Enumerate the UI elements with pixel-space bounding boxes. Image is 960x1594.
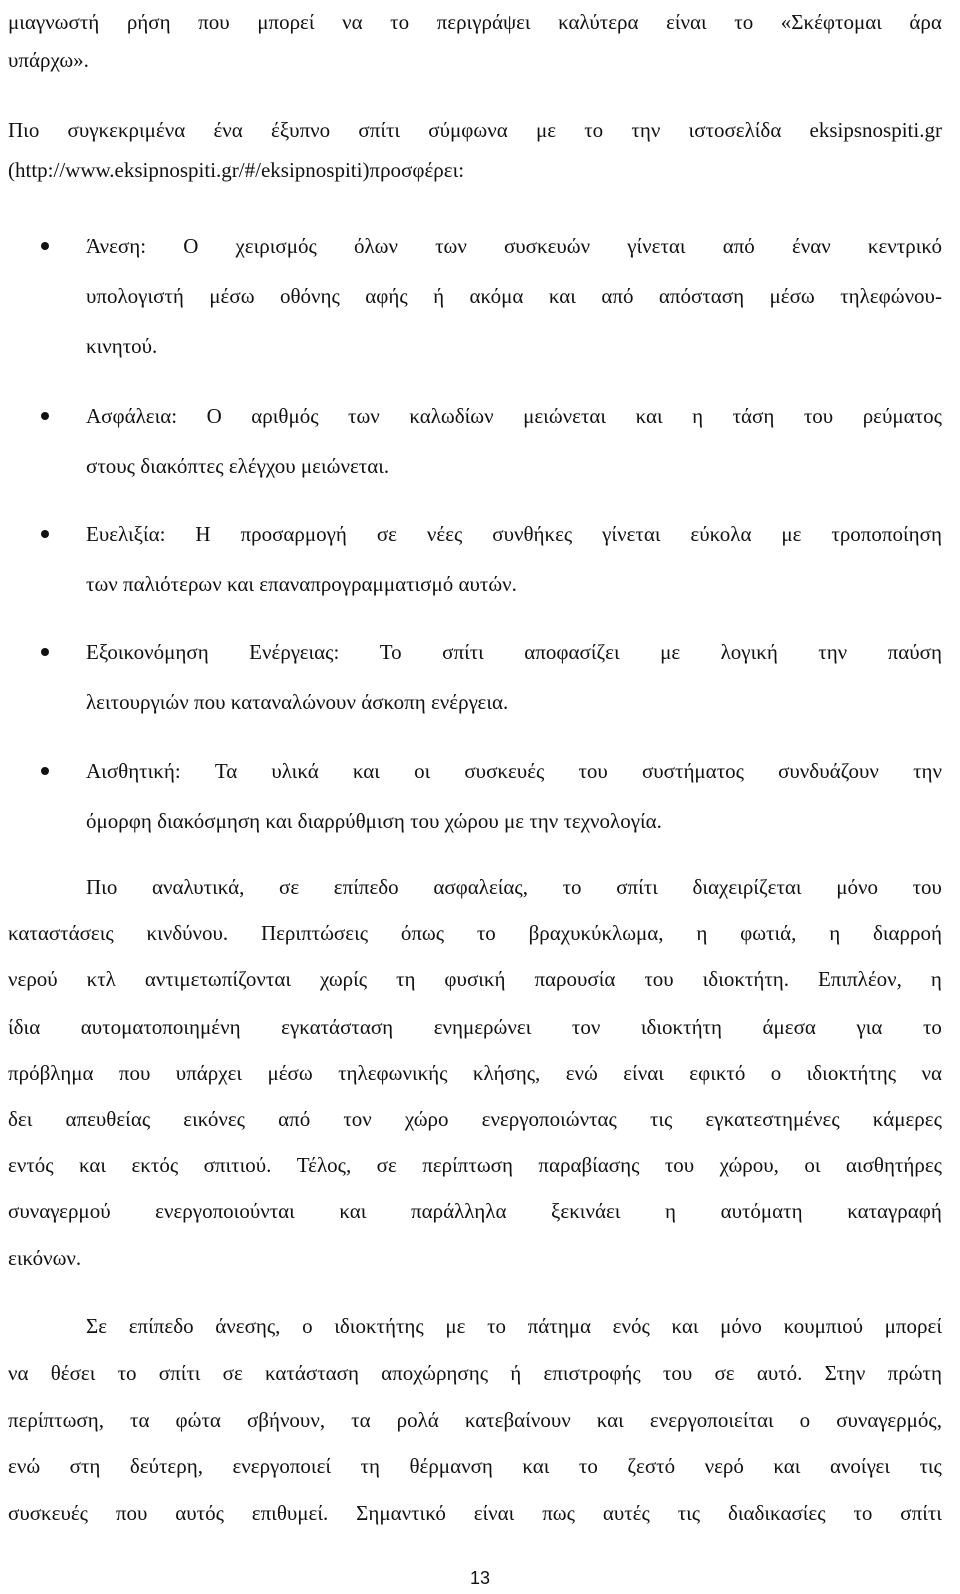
text-line — [86, 233, 942, 259]
word: αυτές — [602, 1501, 650, 1525]
bullet-icon — [41, 767, 49, 775]
word: και — [635, 404, 663, 428]
word: ιδιοκτήτης — [334, 1314, 424, 1338]
word: του — [644, 967, 674, 991]
text-line — [8, 1360, 942, 1386]
word: άνεσης, — [215, 1314, 281, 1338]
text-line — [8, 117, 942, 143]
word: νερού — [8, 967, 58, 991]
word: εφικτό — [689, 1061, 746, 1085]
word: ίδια — [8, 1015, 41, 1039]
word: σε — [279, 875, 300, 899]
word: τηλεφωνικής — [338, 1061, 448, 1085]
word: εικόνες — [183, 1107, 245, 1131]
word: μπορεί — [257, 10, 315, 34]
word: εγκατάσταση — [281, 1015, 394, 1039]
word: αριθμός — [251, 404, 319, 428]
word: αντιμετωπίζονται — [144, 967, 291, 991]
word: Τα — [214, 759, 238, 783]
word: φυσική — [444, 967, 506, 991]
word: ο — [302, 1314, 313, 1338]
word: Το — [379, 640, 402, 664]
word: τον — [343, 1107, 372, 1131]
word: ιδιοκτήτη — [640, 1015, 722, 1039]
word: ενεργοποιείται — [649, 1408, 774, 1432]
word: δεύτερη, — [129, 1454, 203, 1478]
word: μέσω — [769, 284, 815, 308]
word: το — [578, 1454, 598, 1478]
word: τις — [649, 1107, 673, 1131]
word: βραχυκύκλωμα, — [528, 921, 664, 945]
word: γίνεται — [627, 234, 686, 258]
word: με — [660, 640, 681, 664]
word: κατεβαίνουν — [464, 1408, 571, 1432]
word: σε — [376, 1153, 397, 1177]
word: η — [692, 404, 704, 428]
word: από — [722, 234, 755, 258]
word: την — [818, 640, 848, 664]
word: φώτα — [175, 1408, 221, 1432]
word: υπάρχει — [175, 1061, 243, 1085]
word: αυτό. — [756, 1361, 803, 1385]
word: Επιπλέον, — [817, 967, 902, 991]
word: τα — [351, 1408, 371, 1432]
word: θέρμανση — [409, 1454, 493, 1478]
word: επιθυμεί. — [251, 1501, 329, 1525]
text-line: (http://www.eksipnospiti.gr/#/eksipnospiti)προσφέρει: — [8, 158, 465, 182]
word: σπίτι — [158, 1361, 201, 1385]
word: χειρισμός — [235, 234, 317, 258]
word: συσκευές — [8, 1501, 88, 1525]
word: Άνεση: — [86, 234, 147, 258]
word: μπορεί — [884, 1314, 942, 1338]
word: Στην — [824, 1361, 866, 1385]
word: που — [115, 1501, 148, 1525]
word: άρα — [909, 10, 942, 34]
word: αυτός — [175, 1501, 224, 1525]
word: Αισθητική: — [86, 759, 181, 783]
word: τροποποίηση — [831, 522, 942, 546]
text-line — [8, 966, 942, 992]
word: ή — [433, 284, 445, 308]
word: τάση — [732, 404, 775, 428]
word: από — [278, 1107, 311, 1131]
word: κάμερες — [872, 1107, 942, 1131]
word: ρεύματος — [862, 404, 942, 428]
word: επιστροφής — [543, 1361, 641, 1385]
word: μέσω — [209, 284, 255, 308]
text-line — [8, 1014, 942, 1040]
bullet-icon — [41, 412, 49, 420]
text-line — [8, 920, 942, 946]
word: παρουσία — [534, 967, 616, 991]
text-line — [86, 639, 942, 665]
word: κινδύνου. — [146, 921, 229, 945]
word: ρήση — [126, 10, 171, 34]
word: έξυπνο — [271, 118, 331, 142]
bullet-icon — [41, 242, 49, 250]
word: εγκατεστημένες — [705, 1107, 840, 1131]
word: χώρου, — [719, 1153, 779, 1177]
text-line: υπάρχω». — [8, 48, 89, 72]
word: αναλυτικά, — [151, 875, 245, 899]
word: πρώτη — [887, 1361, 942, 1385]
word: τη — [360, 1454, 380, 1478]
word: δει — [8, 1107, 33, 1131]
text-line — [8, 1060, 942, 1086]
word: και — [352, 759, 380, 783]
word: ανοίγει — [829, 1454, 890, 1478]
word: νερό — [704, 1454, 744, 1478]
word: τις — [919, 1454, 942, 1478]
word: συναγερμού — [8, 1199, 111, 1223]
word: χώρο — [404, 1107, 449, 1131]
word: που — [118, 1061, 151, 1085]
word: των — [348, 404, 380, 428]
word: καταστάσεις — [8, 921, 114, 945]
word: Εξοικονόμηση — [86, 640, 209, 664]
text-line: των παλιότερων και επαναπρογραμματισμό αυτών. — [86, 572, 517, 596]
word: να — [921, 1061, 942, 1085]
word: ενημερώνει — [433, 1015, 532, 1039]
word: καταγραφή — [847, 1199, 942, 1223]
word: κατάσταση — [265, 1361, 359, 1385]
word: είναι — [666, 10, 707, 34]
word: ενός — [612, 1314, 650, 1338]
word: λογική — [720, 640, 778, 664]
word: Σημαντικό — [356, 1501, 446, 1525]
word: ο — [799, 1408, 811, 1432]
word: υπολογιστή — [86, 284, 184, 308]
text-line — [86, 758, 942, 784]
text-line — [86, 874, 942, 900]
word: σπίτι — [616, 875, 658, 899]
word: ιδιοκτήτη. — [702, 967, 790, 991]
word: με — [781, 522, 802, 546]
text-line — [8, 1198, 942, 1224]
word: των — [435, 234, 467, 258]
word: κλήσης, — [472, 1061, 541, 1085]
word: του — [803, 404, 834, 428]
word: το — [734, 10, 754, 34]
word: και — [596, 1408, 624, 1432]
word: ζεστό — [627, 1454, 676, 1478]
word: συστήματος — [641, 759, 744, 783]
word: ένα — [213, 118, 243, 142]
word: ή — [510, 1361, 522, 1385]
word: το — [584, 118, 604, 142]
word: μειώνεται — [523, 404, 607, 428]
word: eksipsnospiti.gr — [809, 118, 942, 142]
word: ασφαλείας, — [433, 875, 528, 899]
text-line: κινητού. — [86, 334, 158, 358]
word: Πιο — [8, 118, 40, 142]
word: περιγράψει — [436, 10, 531, 34]
word: είναι — [473, 1501, 515, 1525]
word: από — [601, 284, 634, 308]
word: οθόνης — [279, 284, 340, 308]
text-line — [8, 1500, 942, 1526]
word: απευθείας — [65, 1107, 151, 1131]
text-line — [8, 1453, 942, 1479]
word: να — [8, 1361, 29, 1385]
word: κεντρικό — [867, 234, 942, 258]
word: να — [342, 10, 363, 34]
text-line — [86, 521, 942, 547]
word: προσαρμογή — [240, 522, 347, 546]
word: παράλληλα — [411, 1199, 507, 1223]
word: Η — [195, 522, 211, 546]
word: η — [665, 1199, 676, 1223]
word: τις — [677, 1501, 701, 1525]
word: την — [913, 759, 942, 783]
word: οι — [804, 1153, 821, 1177]
word: μόνο — [720, 1314, 762, 1338]
word: «Σκέφτομαι — [780, 10, 882, 34]
word: ενεργοποιώντας — [481, 1107, 617, 1131]
word: Ευελιξία: — [86, 522, 166, 546]
word: παραβίασης — [538, 1153, 640, 1177]
word: Ασφάλεια: — [86, 404, 178, 428]
bullet-icon — [41, 530, 49, 538]
word: περίπτωση, — [8, 1408, 104, 1432]
word: σβήνουν, — [246, 1408, 326, 1432]
word: σπιτιού. — [203, 1153, 272, 1177]
word: νέες — [426, 522, 463, 546]
word: άμεσα — [762, 1015, 816, 1039]
word: πάτημα — [527, 1314, 591, 1338]
word: όπως — [400, 921, 445, 945]
word: ιστοσελίδα — [688, 118, 782, 142]
word: τα — [130, 1408, 150, 1432]
word: περίπτωση — [422, 1153, 513, 1177]
word: έναν — [791, 234, 831, 258]
word: είναι — [623, 1061, 664, 1085]
text-line: όμορφη διακόσμηση και διαρρύθμιση του χώρου με την τεχνολογία. — [86, 809, 662, 833]
word: την — [631, 118, 661, 142]
word: ενεργοποιεί — [232, 1454, 332, 1478]
text-line: στους διακόπτες ελέγχου μειώνεται. — [86, 454, 390, 478]
word: του — [662, 1361, 693, 1385]
word: του — [664, 1153, 695, 1177]
word: αφής — [365, 284, 408, 308]
word: μόνο — [836, 875, 878, 899]
word: αισθητήρες — [845, 1153, 942, 1177]
word: πρόβλημα — [8, 1061, 94, 1085]
word: ενεργοποιούνται — [155, 1199, 295, 1223]
text-line — [86, 403, 942, 429]
text-line — [8, 1407, 942, 1433]
word: ακόμα — [469, 284, 524, 308]
word: η — [696, 921, 708, 945]
word: απόσταση — [658, 284, 745, 308]
text-line — [8, 1106, 942, 1132]
word: σε — [714, 1361, 735, 1385]
word: ιδιοκτήτης — [806, 1061, 897, 1085]
text-line: εικόνων. — [8, 1246, 82, 1270]
word: του — [578, 759, 608, 783]
word: τη — [396, 967, 416, 991]
word: η — [930, 967, 942, 991]
word: σε — [376, 522, 397, 546]
word: αυτοματοποιημένη — [80, 1015, 241, 1039]
word: σύμφωνα — [428, 118, 508, 142]
word: ενώ — [565, 1061, 598, 1085]
word: επίπεδο — [128, 1314, 194, 1338]
word: για — [856, 1015, 883, 1039]
text-line — [86, 1313, 942, 1339]
word: και — [548, 284, 576, 308]
word: γίνεται — [602, 522, 661, 546]
word: Σε — [86, 1314, 108, 1338]
word: συνδυάζουν — [778, 759, 879, 783]
word: καλωδίων — [409, 404, 494, 428]
word: επίπεδο — [333, 875, 399, 899]
word: η — [829, 921, 841, 945]
word: ο — [770, 1061, 782, 1085]
word: όλων — [353, 234, 398, 258]
word: του — [912, 875, 942, 899]
text-line — [8, 9, 942, 35]
text-line: λειτουργιών που καταναλώνουν άσκοπη ενέργεια. — [86, 690, 509, 714]
word: μιαγνωστή — [8, 10, 100, 34]
word: ρολά — [396, 1408, 439, 1432]
word: και — [773, 1454, 801, 1478]
word: συναγερμός, — [836, 1408, 942, 1432]
word: το — [390, 10, 410, 34]
word: πως — [542, 1501, 575, 1525]
word: εντός — [8, 1153, 54, 1177]
word: σπίτι — [442, 640, 484, 664]
word: τηλεφώνου- — [840, 284, 942, 308]
word: και — [671, 1314, 699, 1338]
word: Τέλος, — [296, 1153, 352, 1177]
word: με — [535, 118, 557, 142]
word: το — [922, 1015, 942, 1039]
word: παύση — [887, 640, 942, 664]
word: Ο — [206, 404, 222, 428]
word: και — [79, 1153, 107, 1177]
word: και — [339, 1199, 367, 1223]
word: διαχειρίζεται — [692, 875, 802, 899]
word: αποχώρησης — [381, 1361, 489, 1385]
word: εύκολα — [690, 522, 752, 546]
word: οι — [414, 759, 431, 783]
word: καλύτερα — [558, 10, 639, 34]
word: το — [562, 875, 582, 899]
word: κουμπιού — [783, 1314, 864, 1338]
word: Πιο — [86, 875, 118, 899]
text-line — [86, 283, 942, 309]
word: ενώ — [8, 1454, 41, 1478]
word: το — [853, 1501, 873, 1525]
word: χωρίς — [319, 967, 368, 991]
word: συγκεκριμένα — [67, 118, 186, 142]
word: το — [117, 1361, 137, 1385]
text-line — [8, 1152, 942, 1178]
word: σπίτι — [900, 1501, 942, 1525]
word: σπίτι — [358, 118, 401, 142]
word: φωτιά, — [740, 921, 797, 945]
word: Ενέργειας: — [249, 640, 340, 664]
word: αποφασίζει — [524, 640, 620, 664]
word: θέσει — [50, 1361, 96, 1385]
word: ξεκινάει — [551, 1199, 621, 1223]
word: συνθήκες — [492, 522, 573, 546]
word: συσκευών — [503, 234, 591, 258]
word: που — [198, 10, 230, 34]
page-number: 13 — [469, 1568, 491, 1588]
word: με — [445, 1314, 466, 1338]
word: αυτόματη — [720, 1199, 803, 1223]
word: συσκευές — [464, 759, 545, 783]
word: Περιπτώσεις — [260, 921, 369, 945]
word: τον — [571, 1015, 601, 1039]
word: εκτός — [131, 1153, 179, 1177]
word: Ο — [183, 234, 199, 258]
word: το — [476, 921, 496, 945]
word: μέσω — [267, 1061, 313, 1085]
word: στη — [69, 1454, 101, 1478]
word: υλικά — [271, 759, 319, 783]
word: διαρροή — [872, 921, 942, 945]
word: το — [487, 1314, 507, 1338]
bullet-icon — [41, 648, 49, 656]
word: διαδικασίες — [727, 1501, 826, 1525]
word: σε — [222, 1361, 243, 1385]
word: και — [522, 1454, 550, 1478]
word: κτλ — [86, 967, 116, 991]
